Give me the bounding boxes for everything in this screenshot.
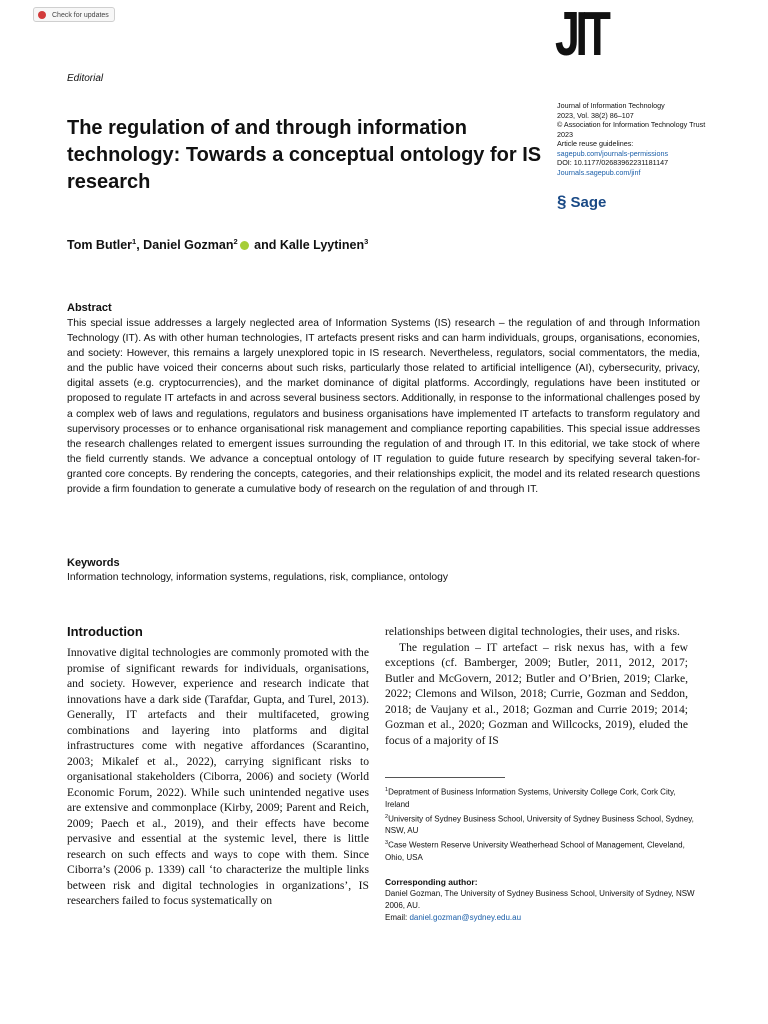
- body-column-left: Innovative digital technologies are commonly promoted with the promise of significant rewards for individuals, organisations, and society. However, experience and research indicate that innovations have a dark side (Tarafdar, Gupta, and Turel, 2013). Generally, IT artefacts and their multifaceted, growing combinations and layering into platforms and digital infrastructures come with negative affordances (Scarantino, 2003; Mikalef et al., 2022), carrying significant risks to organisational stakeholders (Ciborra, 2006) and society (World Economic Forum, 2022). While such unintended negative uses are extensive and commonplace (Kirby, 2009; Parent and Reich, 2009; Paech et al., 2019), and their effects have become pervasive and essential at the systemic level, there is little research on such effects and ways to cope with them. Since Ciborra’s (2006 p. 1339) call ‘to characterize the multiple links between risk and digital technologies in organizations’, IS researchers failed to focus systematically on: [67, 646, 369, 907]
- affiliation-text: University of Sydney Business School, University of Sydney Business School, Sydney, NSW, AU: [385, 814, 694, 836]
- publisher-name: Sage: [570, 193, 607, 211]
- affiliation-text: Case Western Reserve University Weatherhead School of Management, Cleveland, Ohio, USA: [385, 840, 685, 862]
- email-link[interactable]: daniel.gozman@sydney.edu.au: [409, 913, 522, 922]
- journal-meta: [557, 101, 717, 177]
- affiliation-number: 2: [385, 813, 389, 820]
- check-for-updates-badge[interactable]: [33, 7, 115, 22]
- author-affiliation-ref: 2: [233, 237, 238, 246]
- keywords-heading: Keywords: [67, 557, 120, 569]
- affiliation-number: 3: [385, 840, 389, 847]
- affiliation-item: [385, 837, 695, 864]
- author-separator: ,: [136, 238, 144, 253]
- corresponding-author-heading: Corresponding author:: [385, 877, 478, 887]
- abstract-heading: Abstract: [67, 302, 112, 314]
- crossmark-icon: [38, 11, 46, 19]
- doi: DOI: 10.1177/02683962231181147: [557, 158, 669, 167]
- footnote-divider: [385, 777, 505, 778]
- keywords-text: Information technology, information systems, regulations, risk, compliance, ontology: [67, 572, 448, 583]
- author-name: Tom Butler: [67, 238, 133, 253]
- affiliation-item: [385, 784, 695, 811]
- author-and: and: [250, 238, 280, 253]
- corresponding-author: [385, 888, 695, 924]
- journal-logo: JIT: [555, 0, 607, 69]
- article-title: The regulation of and through information technology: Towards a conceptual ontology for IS research: [67, 117, 542, 193]
- check-for-updates-label: Check for updates: [52, 12, 109, 19]
- body-paragraph: The regulation – IT artefact – risk nexus has, with a few exceptions (cf. Bamberger, 2009; Butler, 2011, 2012, 2017; Butler and McGovern, 2012; Butler and O’Brien, 2019; Clarke, 2022; Clemons and Wilson, 2018; Currie, Gozman and Seddon, 2018; de Vaujany et al., 2018; Gozman and Currie 2019; 2014; Gozman et al., 2020; Gozman and Willcocks, 2019), eluded the focus of a majority of IS: [385, 640, 688, 747]
- affiliation-item: [385, 811, 695, 838]
- body-column-right: [385, 624, 688, 748]
- affiliation-number: 1: [385, 787, 389, 793]
- introduction-heading: Introduction: [67, 624, 143, 639]
- author-name: Daniel Gozman: [143, 238, 234, 253]
- journal-volume: 2023, Vol. 38(2) 86–107: [557, 110, 634, 120]
- reuse-guidelines: Article reuse guidelines:: [557, 139, 634, 148]
- body-paragraph: relationships between digital technologies, their uses, and risks.: [385, 625, 680, 638]
- author-affiliation-ref: 3: [364, 237, 369, 246]
- journal-name: Journal of Information Technology: [557, 101, 665, 110]
- affiliation-text: Depratment of Business Information Systems, University College Cork, Cork City, Ireland: [385, 787, 676, 809]
- abstract-text: This special issue addresses a largely neglected area of Information Systems (IS) research – the regulation of and through Information Technology (IT). As with other human technologies, IT artefacts present risks and can harm individuals, groups, organisations, economies, and society: However, this remains a largely unexplored topic in IS research. Nevertheless, regulators, social commentators, the media, and the public have voiced their concerns about such risks, particularly those related to artificial intelligence (AI), cybersecurity, privacy, digital assets (e.g. cryptocurrencies), and the market dominance of digital platforms. Accordingly, regulations have been instituted or proposed to regulate IT artefacts in and across several business sectors. Additionally, in response to the informational challenges posed by a complex web of laws and regulations, regulators and business organisations have implemented IT artefacts to transform regulatory and supervisory processes or to enhance organisational risk management and compliance reporting capabilities. This special issue addresses the research challenges related to emergent issues surrounding the regulation of and through IT. In this editorial, we take stock of where the field currently stands. We advance a conceptual ontology of IT regulation to guide future research by specifying several taken-for-granted core concepts. By rendering the concepts, categories, and their relationships explicit, the model and its related research questions provide a firm foundation to generate a cumulative body of research on the regulation of and through IT.: [67, 318, 700, 496]
- orcid-icon[interactable]: [240, 241, 249, 250]
- publisher-logo: [557, 192, 606, 212]
- section-label: Editorial: [67, 73, 104, 84]
- sage-s-icon: §: [557, 192, 567, 211]
- corresponding-author-text: Daniel Gozman, The University of Sydney Business School, University of Sydney, NSW 2006, AU.: [385, 889, 695, 910]
- copyright: © Association for Information Technology Trust 2023: [557, 120, 706, 139]
- author-list: [67, 237, 368, 252]
- author-affiliation-ref: 1: [132, 237, 137, 246]
- author-name: Kalle Lyytinen: [279, 238, 365, 253]
- journal-link[interactable]: Journals.sagepub.com/jinf: [557, 167, 641, 177]
- permissions-link[interactable]: sagepub.com/journals-permissions: [557, 148, 669, 158]
- email-label: Email:: [385, 913, 410, 922]
- affiliations: [385, 784, 695, 864]
